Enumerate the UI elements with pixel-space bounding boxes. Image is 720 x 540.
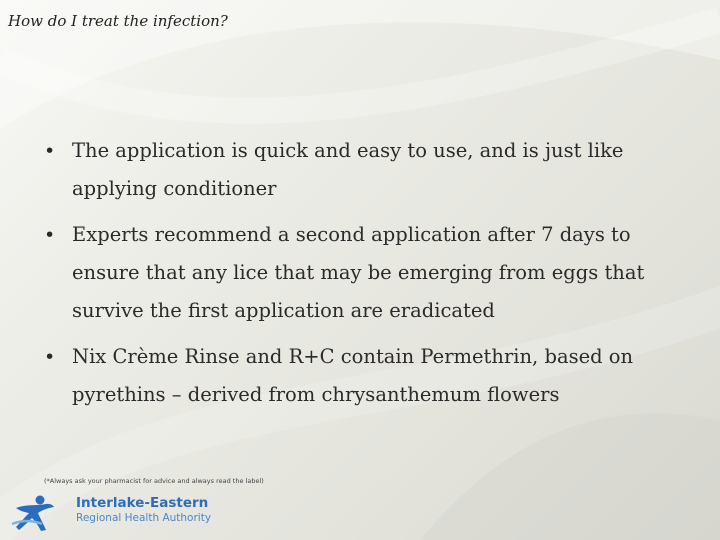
bullet-item xyxy=(44,338,680,414)
bullet-item xyxy=(44,216,680,330)
slide-title: How do I treat the infection? xyxy=(8,12,228,30)
bullet-item xyxy=(44,132,680,208)
bullet-marker: • xyxy=(44,224,56,246)
logo-text-primary: Interlake-Eastern xyxy=(76,495,209,511)
logo-text-secondary: Regional Health Authority xyxy=(76,512,212,524)
bullet-marker: • xyxy=(44,140,56,162)
bullet-text: The application is quick and easy to use, and is just like applying conditioner xyxy=(72,139,624,200)
organization-logo xyxy=(12,494,222,532)
footnote: (*Always ask your pharmacist for advice and always read the label) xyxy=(44,477,264,485)
bullet-text: Nix Crème Rinse and R+C contain Permethrin, based on pyrethins – derived from chrysanthemum flowers xyxy=(72,345,634,406)
bullet-marker: • xyxy=(44,346,56,368)
bullet-text: Experts recommend a second application after 7 days to ensure that any lice that may be emerging from eggs that survive the first application are eradicated xyxy=(72,223,645,322)
person-figure-icon xyxy=(12,494,56,532)
bullet-list xyxy=(44,132,680,422)
